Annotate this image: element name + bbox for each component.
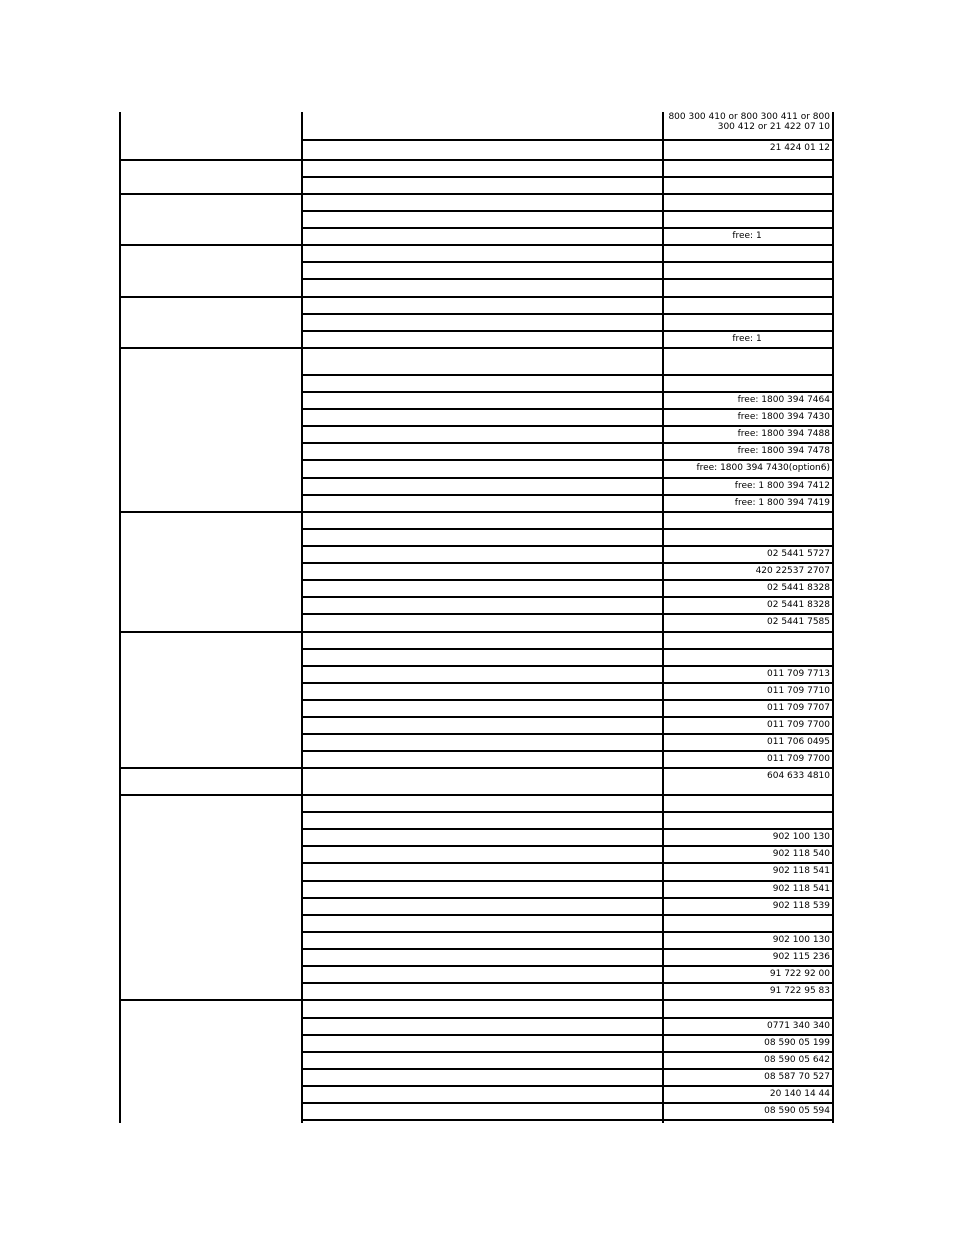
row-separator [301,1068,834,1070]
table-divider-1 [301,112,303,1123]
row-separator [301,562,834,564]
phone-number-cell: 902 118 541 [772,866,830,876]
row-separator [301,880,834,882]
phone-number-cell: 420 22537 2707 [755,566,830,576]
row-separator [301,613,834,615]
row-separator [301,1051,834,1053]
group-separator [119,631,834,633]
phone-number-cell: 08 590 05 199 [764,1038,830,1048]
phone-number-cell: 08 587 70 527 [764,1072,830,1082]
row-separator [301,579,834,581]
row-separator [301,442,834,444]
phone-number-cell: free: 1 [732,231,762,241]
phone-number-cell: free: 1 800 394 7412 [734,481,830,491]
row-separator [301,596,834,598]
phone-number-cell: 902 118 539 [772,901,830,911]
row-separator [301,750,834,752]
row-separator [301,374,834,376]
row-separator [301,459,834,461]
table-border-left [119,112,121,1123]
row-separator [301,982,834,984]
row-separator [301,494,834,496]
phone-number-cell: 604 633 4810 [767,771,830,781]
row-separator [301,682,834,684]
row-separator [301,477,834,479]
row-separator [301,176,834,178]
phone-number-cell: 91 722 95 83 [769,986,830,996]
phone-number-cell: 011 709 7700 [767,754,830,764]
phone-number-cell: 20 140 14 44 [769,1089,830,1099]
phone-number-cell: free: 1800 394 7464 [737,395,830,405]
phone-number-cell: 011 709 7713 [767,669,830,679]
row-separator [301,425,834,427]
phone-number-cell: 902 100 130 [772,935,830,945]
row-separator [301,1034,834,1036]
phone-number-cell: free: 1800 394 7430(option6) [696,463,830,473]
phone-number-cell: 902 100 130 [772,832,830,842]
row-separator [301,227,834,229]
row-separator [301,948,834,950]
phone-number-cell: free: 1800 394 7478 [737,446,830,456]
phone-number-cell: 02 5441 7585 [767,617,830,627]
phone-number-cell: 21 424 01 12 [769,143,830,153]
phone-number-cell: 02 5441 5727 [767,549,830,559]
row-separator [301,914,834,916]
table-border-right [832,112,834,1123]
phone-number-cell: 011 706 0495 [767,737,830,747]
phone-number-cell: 0771 340 340 [767,1021,830,1031]
phone-number-cell: 902 118 541 [772,884,830,894]
phone-number-cell: free: 1800 394 7430 [737,412,830,422]
row-separator [301,828,834,830]
phone-number-cell: 011 709 7707 [767,703,830,713]
row-separator [301,210,834,212]
row-separator [301,1102,834,1104]
group-separator [119,511,834,513]
row-separator [301,391,834,393]
row-separator [301,528,834,530]
phone-number-cell: 011 709 7710 [767,686,830,696]
row-separator [301,1017,834,1019]
phone-number-cell: 08 590 05 642 [764,1055,830,1065]
phone-number-cell: 02 5441 8328 [767,583,830,593]
row-separator [301,330,834,332]
phone-number-cell: 902 115 236 [772,952,830,962]
phone-number-cell: free: 1 800 394 7419 [734,498,830,508]
row-separator [301,716,834,718]
group-separator [119,347,834,349]
phone-number-cell: 91 722 92 00 [769,969,830,979]
group-separator [119,999,834,1001]
group-separator [119,193,834,195]
phone-number-cell: 011 709 7700 [767,720,830,730]
row-separator [301,545,834,547]
row-separator [301,811,834,813]
row-separator [301,1119,834,1121]
phone-number-cell: 08 590 05 594 [764,1106,830,1116]
row-separator [301,1085,834,1087]
row-separator [301,845,834,847]
row-separator [301,261,834,263]
phone-number-cell: 02 5441 8328 [767,600,830,610]
group-separator [119,794,834,796]
group-separator [119,767,834,769]
row-separator [301,965,834,967]
row-separator [301,699,834,701]
row-separator [301,408,834,410]
group-separator [119,159,834,161]
row-separator [301,862,834,864]
group-separator [119,244,834,246]
phone-number-cell: free: 1800 394 7488 [737,429,830,439]
phone-number-cell: 902 118 540 [772,849,830,859]
group-separator [119,296,834,298]
row-separator [301,313,834,315]
phone-number-cell: 800 300 410 or 800 300 411 or 800 300 412 or 21 422 07 10 [668,112,830,132]
row-separator [301,665,834,667]
phone-number-cell: free: 1 [732,334,762,344]
row-separator [301,278,834,280]
row-separator [301,897,834,899]
row-separator [301,139,834,141]
row-separator [301,648,834,650]
row-separator [301,733,834,735]
row-separator [301,931,834,933]
